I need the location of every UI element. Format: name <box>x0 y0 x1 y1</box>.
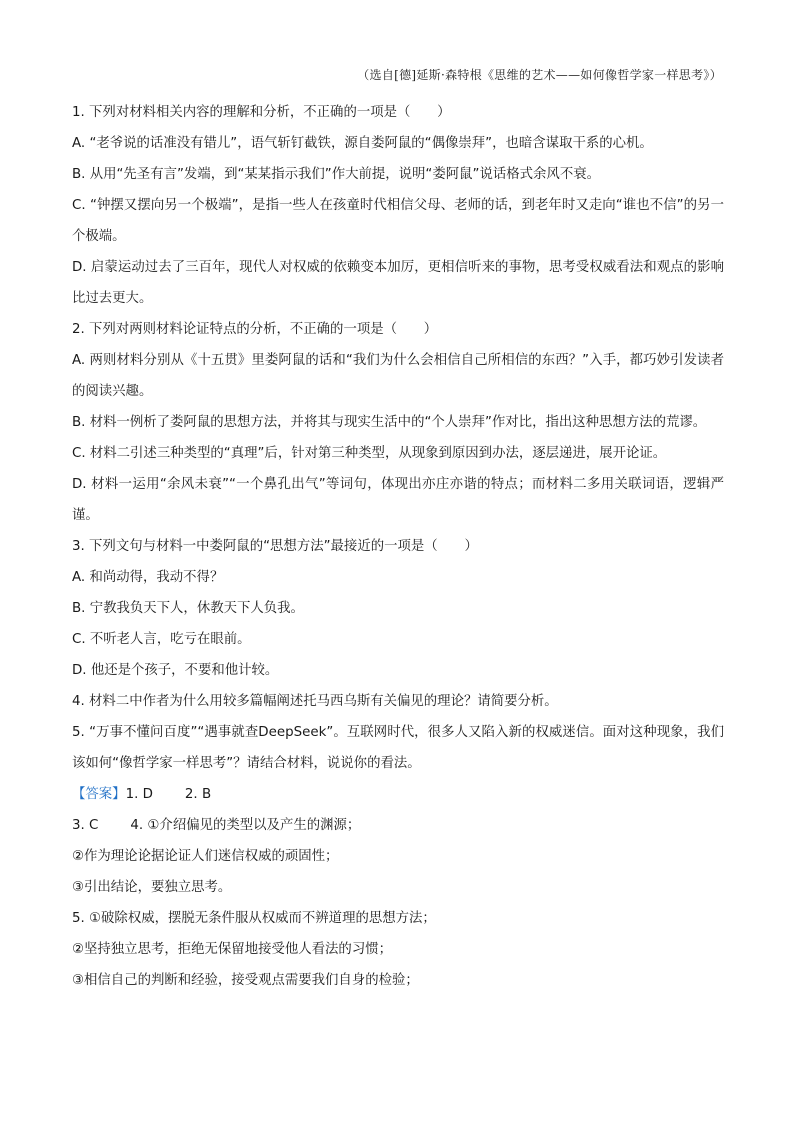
questions-section <box>72 97 724 996</box>
answer-line-1 <box>72 779 724 810</box>
question-1-option-d: D. 启蒙运动过去了三百年，现代人对权威的依赖变本加厉，更相信听来的事物，思考受权威看法和观点的影响比过去更大。 <box>72 260 724 306</box>
question-2-option-b: B. 材料一例析了娄阿鼠的思想方法，并将其与现实生活中的“个人崇拜”作对比，指出这种思想方法的荒谬。 <box>72 415 707 430</box>
answer-4-head: 4. ①介绍偏见的类型以及产生的渊源； <box>130 818 361 833</box>
question-3-stem: 3. 下列文句与材料一中娄阿鼠的“思想方法”最接近的一项是（ ） <box>72 539 478 554</box>
question-2-option-c: C. 材料二引述三种类型的“真理”后，针对第三种类型，从现象到原因到办法，逐层递进，展开论证。 <box>72 446 667 461</box>
question-2-option-a: A. 两则材料分别从《十五贯》里娄阿鼠的话和“我们为什么会相信自己所相信的东西？”入手，都巧妙引发读者的阅读兴趣。 <box>72 353 724 399</box>
answer-5-point-3: ③相信自己的判断和经验，接受观点需要我们自身的检验； <box>72 973 419 988</box>
question-2-option-d: D. 材料一运用“余风未衰”“一个鼻孔出气”等词句，体现出亦庄亦谐的特点；而材料二多用关联词语，逻辑严谨。 <box>72 477 724 523</box>
question-1-option-b: B. 从用“先圣有言”发端，到“某某指示我们”作大前提，说明“娄阿鼠”说话格式余风不衰。 <box>72 167 600 182</box>
question-5-stem: 5. “万事不懂问百度”“遇事就查DeepSeek”。互联网时代，很多人又陷入新的权威迷信。面对这种现象，我们该如何“像哲学家一样思考”？请结合材料，说说你的看法。 <box>72 725 724 771</box>
answer-5-point-2: ②坚持独立思考，拒绝无保留地接受他人看法的习惯； <box>72 942 392 957</box>
answer-3: 3. C <box>72 818 99 833</box>
answer-tag: 【答案】 <box>72 787 126 802</box>
answer-5-point-1: 5. ①破除权威，摆脱无条件服从权威而不辨道理的思想方法； <box>72 911 436 926</box>
question-3-option-a: A. 和尚动得，我动不得？ <box>72 570 224 585</box>
answer-1: 1. D <box>125 787 153 802</box>
answer-2: 2. B <box>184 787 212 802</box>
question-1-option-c: C. “钟摆又摆向另一个极端”，是指一些人在孩童时代相信父母、老师的话，到老年时又走向“谁也不信”的另一个极端。 <box>72 198 724 244</box>
source-citation: （选自[德]延斯·森特根《思维的艺术——如何像哲学家一样思考》） <box>357 68 722 82</box>
question-2-stem: 2. 下列对两则材料论证特点的分析，不正确的一项是（ ） <box>72 322 438 337</box>
question-3-option-d: D. 他还是个孩子，不要和他计较。 <box>72 663 279 678</box>
question-1-stem: 1. 下列对材料相关内容的理解和分析，不正确的一项是（ ） <box>72 105 451 120</box>
answer-4-point-2: ②作为理论论据论证人们迷信权威的顽固性； <box>72 849 339 864</box>
question-3-option-b: B. 宁教我负天下人，休教天下人负我。 <box>72 601 304 616</box>
answer-4-point-3: ③引出结论，要独立思考。 <box>72 880 232 895</box>
question-3-option-c: C. 不听老人言，吃亏在眼前。 <box>72 632 251 647</box>
question-1-option-a: A. “老爷说的话准没有错儿”，语气斩钉截铁，源自娄阿鼠的“偶像崇拜”，也暗含谋取干系的心机。 <box>72 136 653 151</box>
question-4-stem: 4. 材料二中作者为什么用较多篇幅阐述托马西乌斯有关偏见的理论？请简要分析。 <box>72 694 558 709</box>
answer-line-2 <box>72 810 724 841</box>
